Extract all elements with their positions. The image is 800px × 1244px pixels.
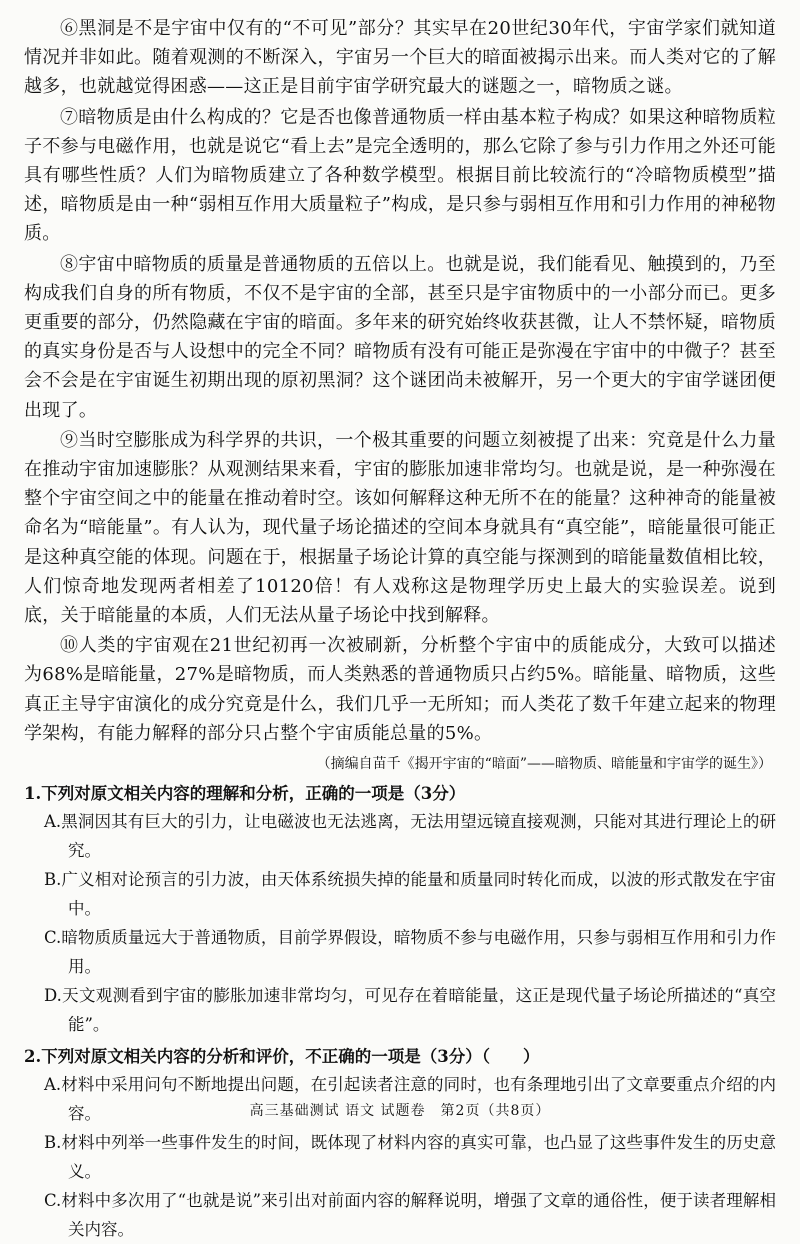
option-d: D.天文观测看到宇宙的膨胀加速非常均匀，可见存在着暗能量，这正是现代量子场论所描述的“真空能”。 [44,986,776,1035]
paragraph-6: ⑥黑洞是不是宇宙中仅有的“不可见”部分？其实早在20世纪30年代，宇宙学家们就知道情况并非如此。随着观测的不断深入，宇宙另一个巨大的暗面被揭示出来。而人类对它的了解越多，也就越觉得困惑——这正是目前宇宙学研究最大的谜题之一，暗物质之谜。 [24,18,776,98]
question-1 [24,780,776,1039]
option-c: C.材料中多次用了“也就是说”来引出对前面内容的解释说明，增强了文章的通俗性，便于读者理解相关内容。 [44,1191,776,1240]
source-citation: （摘编自苗千《揭开宇宙的“暗面”——暗物质、暗能量和宇宙学的诞生》） [316,756,772,773]
option-b: B.材料中列举一些事件发生的时间，既体现了材料内容的真实可靠，也凸显了这些事件发生的历史意义。 [44,1133,776,1182]
option-a: A.材料中采用问句不断地提出问题，在引起读者注意的同时，也有条理地引出了文章要重点介绍的内容。 [44,1075,776,1124]
option-a: A.黑洞因其有巨大的引力，让电磁波也无法逃离，无法用望远镜直接观测，只能对其进行理论上的研究。 [44,812,776,861]
option-b: B.广义相对论预言的引力波，由天体系统损失掉的能量和质量同时转化而成，以波的形式散发在宇宙中。 [44,870,776,919]
paragraph-9: ⑨当时空膨胀成为科学界的共识，一个极其重要的问题立刻被提了出来：究竟是什么力量在推动宇宙加速膨胀？从观测结果来看，宇宙的膨胀加速非常均匀。也就是说，是一种弥漫在整个宇宙空间之中的能量在推动着时空。该如何解释这种无所不在的能量？这种神奇的能量被命名为“暗能量”。有人认为，现代量子场论描述的空间本身就具有“真空能”，暗能量很可能正是这种真空能的体现。问题在于，根据量子场论计算的真空能与探测到的暗能量数值相比较，人们惊奇地发现两者相差了10120倍！有人戏称这是物理学历史上最大的实验误差。说到底，关于暗能量的本质，人们无法从量子场论中找到解释。 [24,429,776,627]
page-footer: 高三基础测试 语文 试题卷 第2页（共8页） [249,1103,551,1119]
question-stem: 2.下列对原文相关内容的分析和评价，不正确的一项是（3分）（ ） [24,1047,540,1067]
paragraph-10: ⑩人类的宇宙观在21世纪初再一次被刷新，分析整个宇宙中的质能成分，大致可以描述为68%是暗能量，27%是暗物质，而人类熟悉的普通物质只占约5%。暗能量、暗物质，这些真正主导宇宙演化的成分究竟是什么，我们几乎一无所知；而人类花了数千年建立起来的物理学架构，有能力解释的部分只占整个宇宙质能总量的5%。 [24,635,776,744]
option-c: C.暗物质质量远大于普通物质，目前学界假设，暗物质不参与电磁作用，只参与弱相互作用和引力作用。 [44,928,776,977]
article [24,14,776,748]
paragraph-8: ⑧宇宙中暗物质的质量是普通物质的五倍以上。也就是说，我们能看见、触摸到的，乃至构成我们自身的所有物质，不仅不是宇宙的全部，甚至只是宇宙物质中的一小部分而已。更多更重要的部分，仍然隐藏在宇宙的暗面。多年来的研究始终收获甚微，让人不禁怀疑，暗物质的真实身份是否与人设想中的完全不同？暗物质有没有可能正是弥漫在宇宙中的中微子？甚至会不会是在宇宙诞生初期出现的原初黑洞？这个谜团尚未被解开，另一个更大的宇宙学谜团便出现了。 [24,253,776,421]
paragraph-7: ⑦暗物质是由什么构成的？它是否也像普通物质一样由基本粒子构成？如果这种暗物质粒子不参与电磁作用，也就是说它“看上去”是完全透明的，那么它除了参与引力作用之外还可能具有哪些性质？人们为暗物质建立了各种数学模型。根据目前比较流行的“冷暗物质模型”描述，暗物质是由一种“弱相互作用大质量粒子”构成，是只参与弱相互作用和引力作用的神秘物质。 [24,106,776,245]
question-2 [24,1043,776,1244]
question-stem: 1.下列对原文相关内容的理解和分析，正确的一项是（3分） [24,784,466,804]
